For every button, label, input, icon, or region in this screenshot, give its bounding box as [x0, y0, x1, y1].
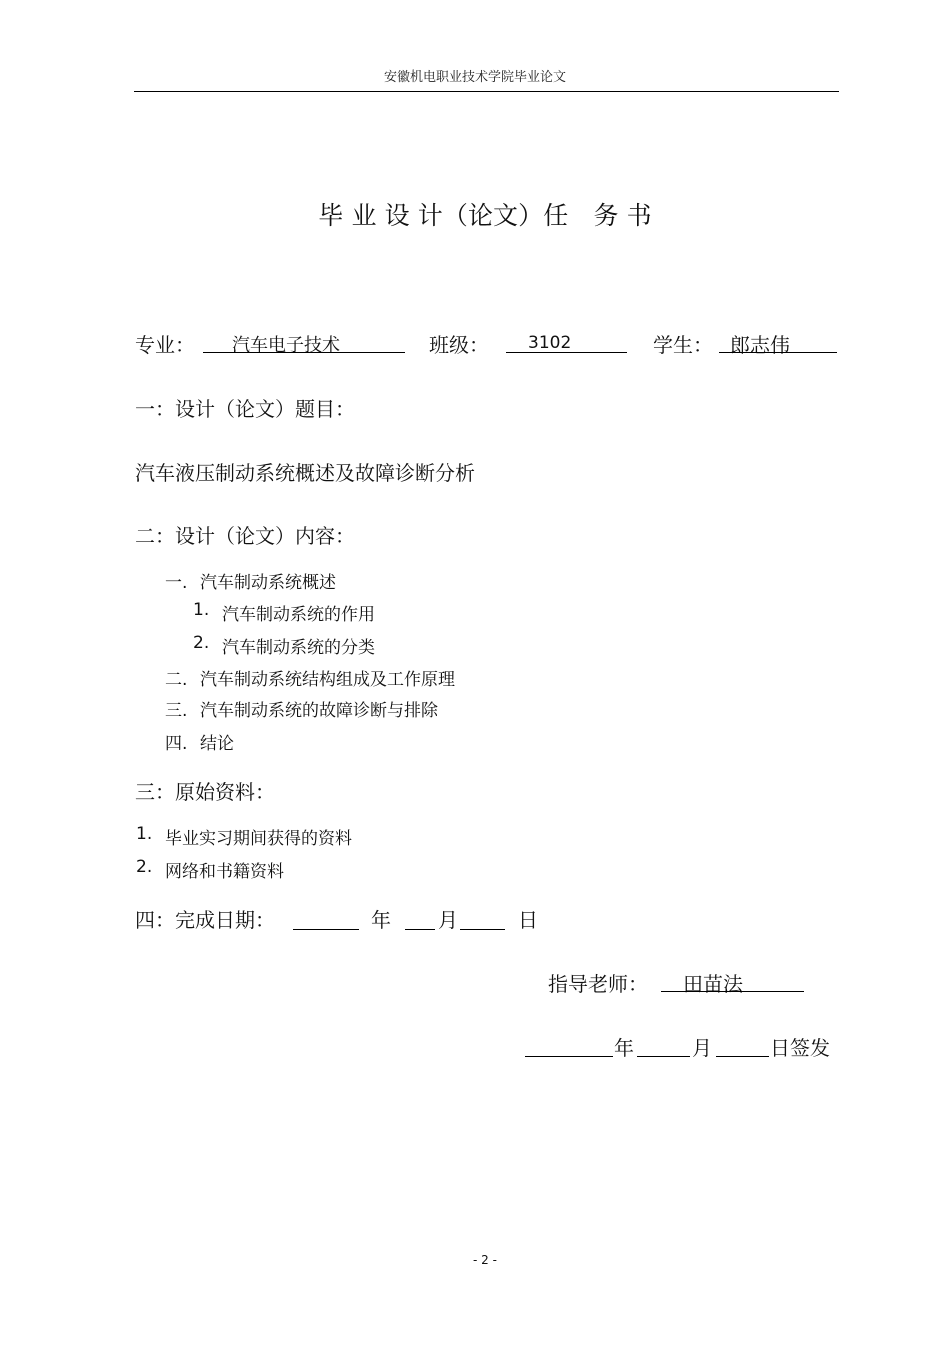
outline-item: 汽车制动系统的故障诊断与排除: [200, 701, 438, 721]
running-header: 安徽机电职业技术学院毕业论文: [383, 70, 566, 85]
outline-item: 汽车制动系统概述: [200, 573, 336, 593]
major-underline: [203, 352, 405, 353]
outline-item: 结论: [200, 734, 234, 754]
class-underline: [506, 352, 627, 353]
class-label: 班级：: [429, 333, 489, 357]
thesis-topic: 汽车液压制动系统概述及故障诊断分析: [135, 461, 475, 485]
sign-month-char: 月: [692, 1036, 712, 1060]
class-value: 3102: [528, 333, 572, 353]
month-char: 月: [438, 908, 458, 932]
outline-item: 汽车制动系统的分类: [222, 638, 375, 658]
header-divider: [134, 91, 839, 92]
student-underline: [719, 352, 837, 353]
advisor-name: 田苗法: [683, 972, 743, 996]
sign-month-blank: [637, 1056, 690, 1057]
major-value: 汽车电子技术: [232, 335, 340, 356]
source-num: 1.: [136, 824, 153, 844]
page-number: - 2 -: [473, 1253, 497, 1267]
sign-year-char: 年: [614, 1036, 634, 1060]
source-item: 网络和书籍资料: [165, 862, 284, 882]
day-blank: [460, 929, 505, 930]
outline-num: 一.: [165, 573, 188, 593]
sign-day-label: 日签发: [770, 1036, 830, 1060]
student-value: 郎志伟: [730, 333, 790, 357]
outline-num: 2.: [193, 633, 210, 653]
source-num: 2.: [136, 857, 153, 877]
month-blank: [405, 929, 435, 930]
sign-day-blank: [716, 1056, 769, 1057]
advisor-underline: [661, 991, 804, 992]
sign-year-blank: [525, 1056, 613, 1057]
document-title: 毕 业 设 计（论文）任 务 书: [318, 201, 652, 230]
outline-num: 三.: [165, 701, 188, 721]
year-blank: [293, 929, 359, 930]
outline-num: 1.: [193, 600, 210, 620]
section3-heading: 三：原始资料：: [135, 780, 275, 804]
outline-num: 二.: [165, 670, 188, 690]
outline-item: 汽车制动系统结构组成及工作原理: [200, 670, 455, 690]
outline-num: 四.: [165, 734, 188, 754]
major-label: 专业：: [135, 333, 195, 357]
advisor-label: 指导老师：: [548, 972, 648, 996]
section2-heading: 二：设计（论文）内容：: [135, 524, 355, 548]
student-label: 学生：: [653, 333, 713, 357]
day-char: 日: [518, 908, 538, 932]
section1-heading: 一：设计（论文）题目：: [135, 397, 355, 421]
year-char: 年: [371, 908, 391, 932]
outline-item: 汽车制动系统的作用: [222, 605, 375, 625]
source-item: 毕业实习期间获得的资料: [165, 829, 352, 849]
section4-heading: 四：完成日期：: [135, 908, 275, 932]
